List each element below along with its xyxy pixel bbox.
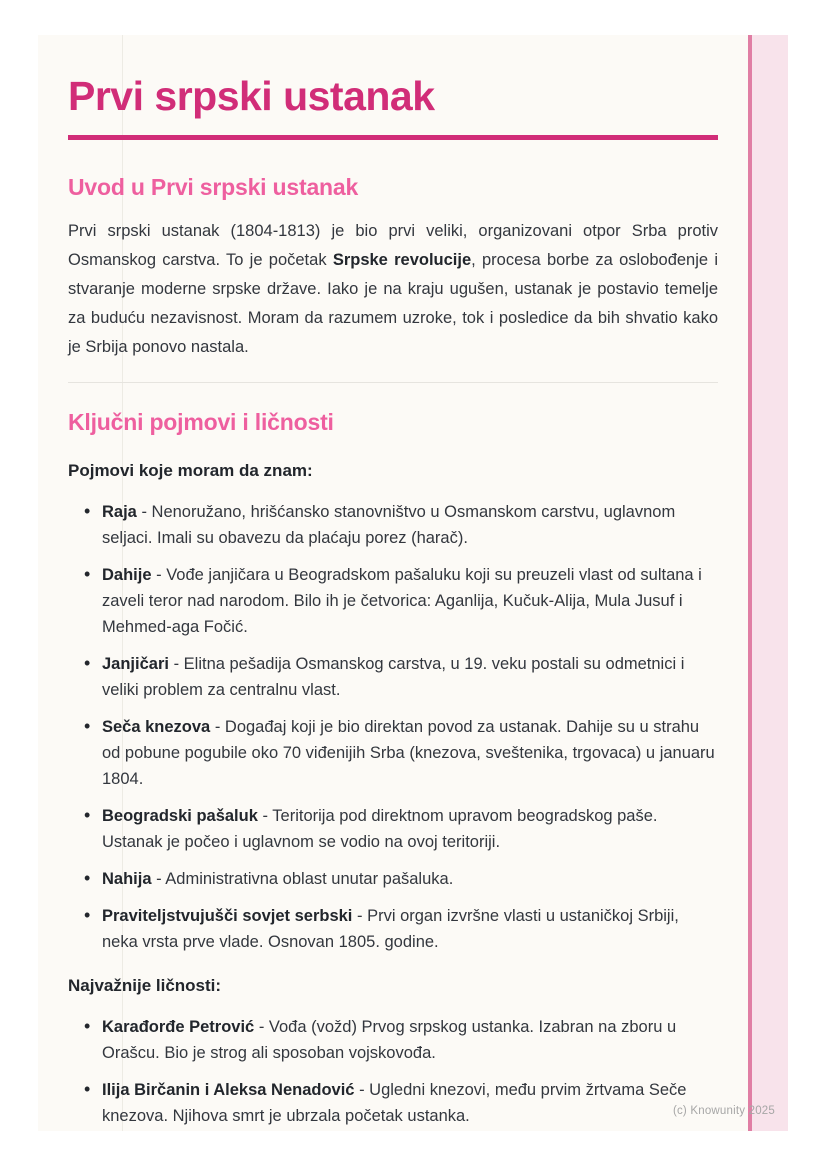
term-definition: - Ugledni knezovi, među prvim žrtvama Seče knezova. Njihova smrt je ubrzala početak ustanka. bbox=[102, 1080, 687, 1125]
bullet-icon: • bbox=[84, 563, 91, 584]
term-definition: - Administrativna oblast unutar pašaluka. bbox=[156, 869, 454, 888]
term-definition: - Vođa (vožd) Prvog srpskog ustanka. Izabran na zboru u Orašcu. Bio je strog ali sposoban vojskovođa. bbox=[102, 1017, 677, 1062]
term-definition: - Događaj koji je bio direktan povod za ustanak. Dahije su u strahu od pobune pogubile oko 70 viđenijih Srba (knezova, sveštenika, trgovaca) u januaru 1804. bbox=[102, 717, 715, 788]
terms-list bbox=[68, 499, 718, 955]
page-title: Prvi srpski ustanak bbox=[68, 73, 435, 119]
list-item bbox=[68, 1014, 718, 1066]
bullet-icon: • bbox=[84, 652, 91, 673]
bullet-icon: • bbox=[84, 1078, 91, 1099]
bullet-icon: • bbox=[84, 804, 91, 825]
title-underline bbox=[68, 135, 718, 140]
section-divider bbox=[68, 382, 718, 383]
bullet-icon: • bbox=[84, 1015, 91, 1036]
list-item bbox=[68, 562, 718, 640]
term-name: Karađorđe Petrović bbox=[102, 1017, 255, 1036]
term-definition: - Vođe janjičara u Beogradskom pašaluku koji su preuzeli vlast od sultana i zaveli teror nad narodom. Bilo ih je četvorica: Aganlija, Kučuk-Alija, Mula Jusuf i Mehmed-aga Fočić. bbox=[102, 565, 702, 636]
section-heading-intro: Uvod u Prvi srpski ustanak bbox=[68, 174, 359, 201]
term-name: Nahija bbox=[102, 869, 152, 888]
term-name: Janjičari bbox=[102, 654, 169, 673]
bullet-icon: • bbox=[84, 904, 91, 925]
section-heading-key-terms: Ključni pojmovi i ličnosti bbox=[68, 408, 334, 435]
list-item bbox=[68, 1077, 718, 1129]
bullet-icon: • bbox=[84, 715, 91, 736]
intro-paragraph bbox=[68, 217, 718, 362]
term-name: Praviteljstvujušči sovjet serbski bbox=[102, 906, 353, 925]
terms-label: Pojmovi koje moram da znam: bbox=[68, 460, 313, 480]
bullet-icon: • bbox=[84, 867, 91, 888]
people-label: Najvažnije ličnosti: bbox=[68, 975, 222, 995]
list-item bbox=[68, 803, 718, 855]
term-definition: - Elitna pešadija Osmanskog carstva, u 19. veku postali su odmetnici i veliki problem za centralnu vlast. bbox=[102, 654, 685, 699]
paragraph-text: , procesa borbe za oslobođenje i stvaranje moderne srpske države. Iako je na kraju ugušen, ustanak je postavio temelje za buduću nezavisnost. Moram da razumem uzroke, tok i posledice da bih shvatio kako je Srbija ponovo nastala. bbox=[68, 250, 718, 356]
people-list bbox=[68, 1014, 718, 1129]
list-item bbox=[68, 714, 718, 792]
term-definition: - Teritorija pod direktnom upravom beogradskog paše. Ustanak je počeo i uglavnom se vodio na ovoj teritoriji. bbox=[102, 806, 658, 851]
term-name: Raja bbox=[102, 502, 137, 521]
term-name: Seča knezova bbox=[102, 717, 211, 736]
list-item bbox=[68, 903, 718, 955]
document-card bbox=[38, 35, 788, 1131]
term-name: Beogradski pašaluk bbox=[102, 806, 258, 825]
list-item bbox=[68, 499, 718, 551]
bullet-icon: • bbox=[84, 500, 91, 521]
paragraph-text: Prvi srpski ustanak (1804-1813) je bio prvi veliki, organizovani otpor Srba protiv Osmanskog carstva. To je početak bbox=[68, 221, 718, 269]
paragraph-bold-text: Srpske revolucije bbox=[332, 250, 472, 269]
term-definition: - Prvi organ izvršne vlasti u ustaničkoj Srbiji, neka vrsta prve vlade. Osnovan 1805. godine. bbox=[102, 906, 679, 951]
term-name: Ilija Birčanin i Aleksa Nenadović bbox=[102, 1080, 355, 1099]
term-name: Dahije bbox=[102, 565, 152, 584]
document-content bbox=[38, 35, 788, 1129]
term-definition: - Nenoružano, hrišćansko stanovništvo u Osmanskom carstvu, uglavnom seljaci. Imali su obavezu da plaćaju porez (harač). bbox=[102, 502, 676, 547]
footer-credit: (c) Knowunity 2025 bbox=[672, 1105, 775, 1117]
list-item bbox=[68, 866, 718, 892]
list-item bbox=[68, 651, 718, 703]
